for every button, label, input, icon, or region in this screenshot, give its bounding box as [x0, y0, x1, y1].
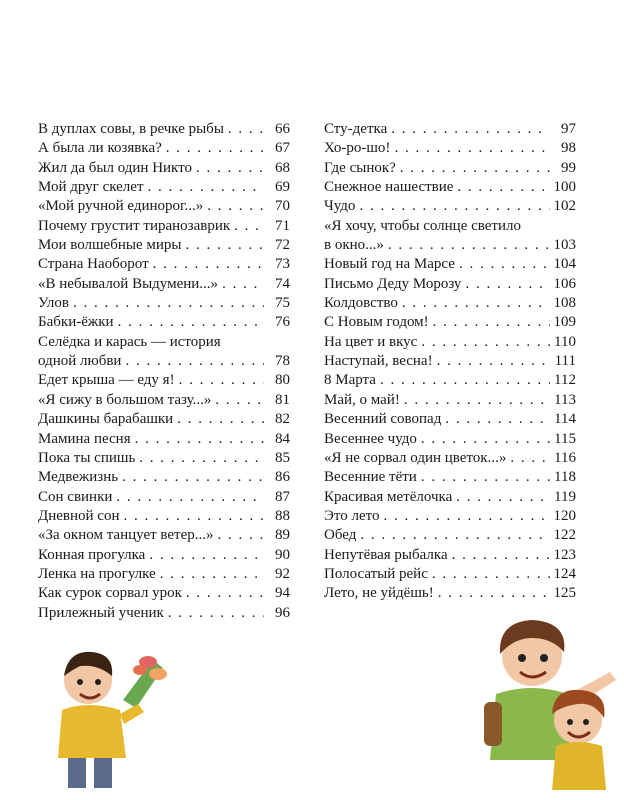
toc-entry [38, 236, 290, 255]
leader-dots [168, 604, 264, 623]
toc-entry [324, 217, 576, 256]
leader-dots [438, 584, 550, 603]
toc-entry-page-number: 99 [561, 159, 576, 176]
toc-entry [324, 255, 576, 274]
leader-dots [457, 178, 549, 197]
toc-entry [324, 294, 576, 313]
leader-dots [135, 430, 264, 449]
toc-entry [38, 313, 290, 332]
toc-entry-page-number: 110 [554, 333, 576, 350]
leader-dots [402, 294, 550, 313]
toc-entry-title: «За окном танцует ветер...» [38, 527, 214, 544]
toc-entry-title: Снежное нашествие [324, 179, 454, 196]
toc-entry-title: Наступай, весна! [324, 353, 433, 370]
toc-entry [38, 584, 290, 603]
toc-entry [324, 410, 576, 429]
toc-entry [38, 604, 290, 623]
toc-entry-title: Сту-детка [324, 121, 388, 137]
toc-entry-page-number: 98 [561, 140, 576, 157]
leader-dots [404, 391, 550, 410]
toc-entry-page-number: 104 [553, 256, 576, 273]
toc-entry-title: «Я не сорвал один цветок...» [324, 449, 507, 466]
toc-entry-title: Дневной сон [38, 507, 120, 524]
toc-entry-page-number: 89 [275, 527, 290, 544]
toc-entry [324, 507, 576, 526]
toc-entry-title: Это лето [324, 507, 380, 524]
toc-entry [38, 275, 290, 294]
leader-dots [222, 275, 264, 294]
toc-entry-title: Как сурок сорвал урок [38, 585, 182, 602]
toc-entry [324, 197, 576, 216]
toc-entry-page-number: 113 [554, 391, 576, 408]
toc-entry-title: На цвет и вкус [324, 333, 418, 350]
leader-dots [73, 294, 264, 313]
toc-entry-title: Весенний совопад [324, 411, 442, 428]
toc-entry-page-number: 96 [275, 604, 290, 621]
toc-entry [324, 546, 576, 565]
toc-entry [38, 139, 290, 158]
toc-entry [38, 120, 290, 139]
toc-entry-page-number: 86 [275, 469, 290, 486]
toc-entry-title: Весеннее чудо [324, 430, 417, 447]
toc-entry-page-number: 112 [554, 372, 576, 389]
toc-entry-page-number: 123 [553, 546, 576, 563]
toc-entry-page-number: 103 [553, 237, 576, 254]
toc-entry [38, 178, 290, 197]
boy-with-flowers-illustration [28, 640, 178, 800]
toc-entry-title: Селёдка и карась — история [38, 333, 221, 350]
toc-entry [38, 391, 290, 410]
leader-dots [421, 468, 550, 487]
flower-bouquet-icon [123, 656, 167, 708]
toc-entry [324, 526, 576, 545]
leader-dots [228, 120, 264, 139]
leader-dots [148, 178, 264, 197]
leader-dots [459, 255, 550, 274]
toc-entry-title: Письмо Деду Морозу [324, 275, 462, 292]
toc-entry-page-number: 72 [275, 237, 290, 254]
toc-entry-page-number: 88 [275, 507, 290, 524]
leader-dots [234, 217, 264, 236]
toc-entry-title: Бабки-ёжки [38, 314, 114, 331]
toc-entry-title: Мой друг скелет [38, 179, 144, 196]
toc-entry-title: «Мой ручной единорог...» [38, 198, 204, 215]
toc-entry-title: Весенние тёти [324, 469, 417, 486]
leader-dots [384, 507, 550, 526]
leader-dots [400, 159, 550, 178]
leader-dots [452, 546, 550, 565]
toc-entry [38, 217, 290, 236]
toc-entry [324, 488, 576, 507]
leader-dots [421, 333, 550, 352]
leader-dots [433, 313, 550, 332]
toc-entry-page-number: 85 [275, 449, 290, 466]
leader-dots [388, 236, 550, 255]
toc-entry-title: Мамина песня [38, 430, 131, 447]
leader-dots [394, 139, 550, 158]
toc-right-column [324, 120, 576, 604]
toc-entry-page-number: 106 [553, 275, 576, 292]
toc-entry-title: Лето, не уйдёшь! [324, 585, 434, 602]
toc-entry [324, 313, 576, 332]
leader-dots [139, 449, 264, 468]
leader-dots [124, 507, 265, 526]
toc-entry-title: Где сынок? [324, 159, 396, 176]
leader-dots [166, 139, 264, 158]
toc-entry-page-number: 84 [275, 430, 290, 447]
leader-dots [218, 526, 264, 545]
toc-entry-title: С Новым годом! [324, 314, 429, 331]
toc-entry-title: Красивая метёлочка [324, 488, 453, 505]
toc-entry-title: Прилежный ученик [38, 604, 164, 621]
leader-dots [465, 275, 549, 294]
toc-entry [324, 584, 576, 603]
toc-entry-title: «Я сижу в большом тазу...» [38, 391, 212, 408]
toc-entry-title: Едет крыша — еду я! [38, 372, 175, 389]
toc-entry-title: Конная прогулка [38, 546, 146, 563]
toc-entry [38, 565, 290, 584]
toc-entry-page-number: 115 [554, 430, 576, 447]
toc-entry-page-number: 69 [275, 179, 290, 196]
toc-entry [324, 468, 576, 487]
toc-entry [38, 449, 290, 468]
toc-entry [38, 546, 290, 565]
toc-left-column [38, 120, 290, 623]
toc-entry [38, 526, 290, 545]
toc-entry-page-number: 102 [553, 198, 576, 215]
toc-entry-page-number: 68 [275, 159, 290, 176]
toc-entry-title: Колдовство [324, 295, 398, 312]
toc-entry-page-number: 75 [275, 295, 290, 312]
toc-entry-page-number: 81 [275, 391, 290, 408]
toc-entry-title: Страна Наоборот [38, 256, 149, 273]
toc-entry-page-number: 124 [553, 565, 576, 582]
toc-entry [38, 197, 290, 216]
toc-entry-title: Мои волшебные миры [38, 237, 182, 254]
toc-entry-page-number: 109 [553, 314, 576, 331]
toc-entry [324, 275, 576, 294]
toc-entry-page-number: 87 [275, 488, 290, 505]
toc-entry [324, 391, 576, 410]
toc-entry-page-number: 90 [275, 546, 290, 563]
toc-entry-page-number: 76 [275, 314, 290, 331]
leader-dots [432, 565, 550, 584]
toc-entry-page-number: 67 [275, 140, 290, 157]
toc-entry-title: Ленка на прогулке [38, 565, 156, 582]
toc-entry-page-number: 125 [553, 585, 576, 602]
two-kids-illustration [470, 610, 624, 800]
leader-dots [179, 371, 264, 390]
toc-entry-title: «Я хочу, чтобы солнце светило [324, 217, 521, 234]
toc-entry-page-number: 122 [553, 527, 576, 544]
toc-entry-title: Жил да был один Никто [38, 159, 192, 176]
toc-entry-page-number: 73 [275, 256, 290, 273]
toc-entry [324, 139, 576, 158]
toc-entry-title: Медвежизнь [38, 469, 119, 486]
toc-entry-page-number: 116 [554, 449, 576, 466]
toc-entry-title: Почему грустит тиранозаврик [38, 217, 231, 234]
toc-entry-title: Обед [324, 527, 357, 544]
toc-entry [38, 507, 290, 526]
toc-entry-page-number: 74 [275, 275, 290, 292]
toc-entry [324, 371, 576, 390]
leader-dots [196, 159, 264, 178]
leader-dots [421, 430, 550, 449]
toc-entry-page-number: 92 [275, 565, 290, 582]
toc-entry-page-number: 80 [275, 372, 290, 389]
toc-entry [38, 488, 290, 507]
toc-entry-page-number: 118 [554, 469, 576, 486]
toc-entry [324, 449, 576, 468]
leader-dots [153, 255, 264, 274]
toc-entry-title: 8 Марта [324, 372, 376, 389]
toc-entry-page-number: 82 [275, 411, 290, 428]
toc-entry [324, 352, 576, 371]
leader-dots [207, 197, 264, 216]
toc-entry-title: Новый год на Марсе [324, 256, 455, 273]
toc-entry-page-number: 114 [554, 411, 576, 428]
toc-entry [324, 120, 576, 139]
toc-entry-title: А была ли козявка? [38, 140, 162, 157]
leader-dots [510, 449, 550, 468]
toc-entry-title: Улов [38, 295, 69, 312]
toc-entry-title: Сон свинки [38, 488, 113, 505]
toc-entry-title: В дуплах совы, в речке рыбы [38, 121, 224, 137]
toc-entry-page-number: 120 [553, 507, 576, 524]
toc-entry [324, 159, 576, 178]
toc-entry-page-number: 78 [275, 353, 290, 370]
leader-dots [437, 352, 550, 371]
leader-dots [359, 197, 549, 216]
leader-dots [122, 468, 264, 487]
leader-dots [360, 526, 549, 545]
toc-entry-page-number: 108 [553, 295, 576, 312]
toc-entry-title: Чудо [324, 198, 356, 215]
toc-entry-title: Непутёвая рыбалка [324, 546, 448, 563]
toc-entry [38, 255, 290, 274]
toc-entry [38, 371, 290, 390]
toc-entry-page-number: 70 [275, 198, 290, 215]
toc-entry [38, 159, 290, 178]
toc-entry-page-number: 94 [275, 585, 290, 602]
toc-entry-title: Полосатый рейс [324, 565, 428, 582]
toc-entry [38, 294, 290, 313]
toc-entry [324, 565, 576, 584]
toc-entry [324, 333, 576, 352]
toc-entry [324, 430, 576, 449]
leader-dots [116, 488, 264, 507]
toc-entry-title: «В небывалой Выдумени...» [38, 275, 219, 292]
leader-dots [445, 410, 550, 429]
leader-dots [456, 488, 550, 507]
toc-entry-title-continued: в окно...» [324, 237, 384, 254]
toc-entry-title: Дашкины барабашки [38, 411, 174, 428]
toc-entry-page-number: 100 [553, 179, 576, 196]
toc-entry [38, 468, 290, 487]
leader-dots [160, 565, 264, 584]
leader-dots [149, 546, 264, 565]
leader-dots [186, 584, 264, 603]
toc-entry-title: Хо-ро-шо! [324, 140, 391, 157]
toc-entry-page-number: 97 [561, 121, 576, 137]
toc-entry-page-number: 111 [554, 353, 576, 370]
toc-entry-title: Пока ты спишь [38, 449, 136, 466]
leader-dots [391, 120, 550, 139]
leader-dots [380, 371, 550, 390]
toc-entry [38, 430, 290, 449]
leader-dots [185, 236, 264, 255]
toc-entry [38, 410, 290, 429]
toc-entry-title-continued: одной любви [38, 353, 122, 370]
toc-entry-page-number: 119 [554, 488, 576, 505]
leader-dots [215, 391, 264, 410]
toc-entry-page-number: 66 [275, 121, 290, 137]
leader-dots [177, 410, 264, 429]
toc-entry [38, 333, 290, 372]
leader-dots [125, 352, 264, 371]
toc-entry-page-number: 71 [275, 217, 290, 234]
toc-entry [324, 178, 576, 197]
leader-dots [118, 313, 264, 332]
toc-entry-title: Май, о май! [324, 391, 400, 408]
